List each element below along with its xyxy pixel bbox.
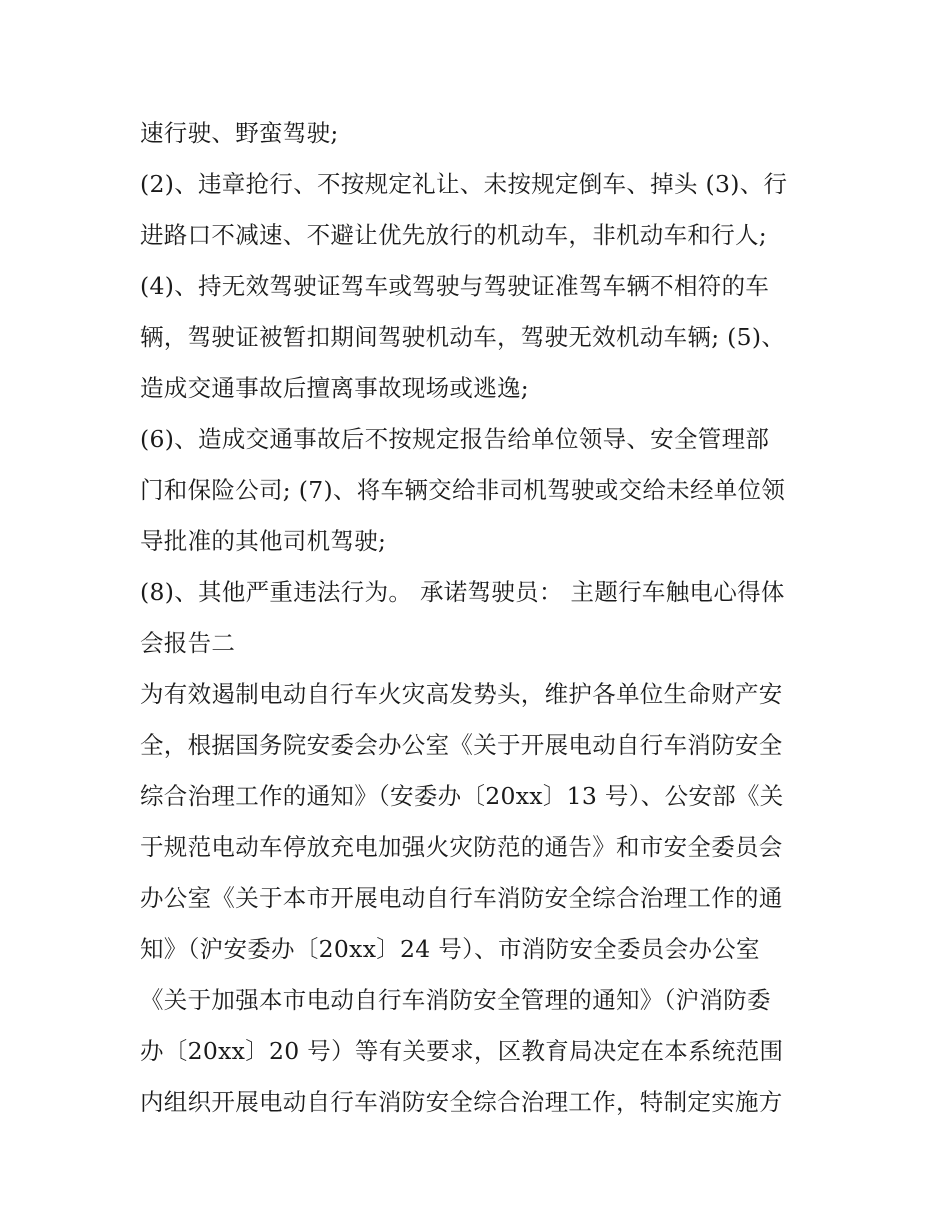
text-line: 为有效遏制电动自行车火灾高发势头，维护各单位生命财产安 xyxy=(140,680,783,708)
text-line: (2)、违章抢行、不按规定礼让、未按规定倒车、掉头 (3)、行 xyxy=(140,170,788,198)
text-line: (8)、其他严重违法行为。 承诺驾驶员： 主题行车触电心得体 xyxy=(140,578,785,606)
text-line: 辆，驾驶证被暂扣期间驾驶机动车，驾驶无效机动车辆; (5)、 xyxy=(140,323,786,351)
text-line: 综合治理工作的通知》（安委办〔20xx〕13 号）、公安部《关 xyxy=(140,782,784,810)
text-line: 全，根据国务院安委会办公室《关于开展电动自行车消防安全 xyxy=(140,731,783,759)
text-line: 于规范电动车停放充电加强火灾防范的通告》和市安全委员会 xyxy=(140,833,783,861)
text-line: (4)、持无效驾驶证驾车或驾驶与驾驶证准驾车辆不相符的车 xyxy=(140,272,770,300)
document-body xyxy=(140,108,820,1128)
text-line: 办〔20xx〕20 号）等有关要求，区教育局决定在本系统范围 xyxy=(140,1037,784,1065)
text-line: 门和保险公司; (7)、将车辆交给非司机驾驶或交给未经单位领 xyxy=(140,476,786,504)
text-line: 《关于加强本市电动自行车消防安全管理的通知》（沪消防委 xyxy=(140,986,771,1014)
text-line: 内组织开展电动自行车消防安全综合治理工作，特制定实施方 xyxy=(140,1088,783,1116)
text-line: 速行驶、野蛮驾驶; xyxy=(140,119,339,147)
text-line: 导批准的其他司机驾驶; xyxy=(140,527,387,555)
text-line: 知》（沪安委办〔20xx〕24 号）、市消防安全委员会办公室 xyxy=(140,935,760,963)
text-line: 造成交通事故后擅离事故现场或逃逸; xyxy=(140,374,530,402)
text-line: (6)、造成交通事故后不按规定报告给单位领导、安全管理部 xyxy=(140,425,770,453)
text-line: 办公室《关于本市开展电动自行车消防安全综合治理工作的通 xyxy=(140,884,783,912)
text-line: 进路口不减速、不避让优先放行的机动车，非机动车和行人; xyxy=(140,221,768,249)
text-line: 会报告二 xyxy=(140,629,236,657)
